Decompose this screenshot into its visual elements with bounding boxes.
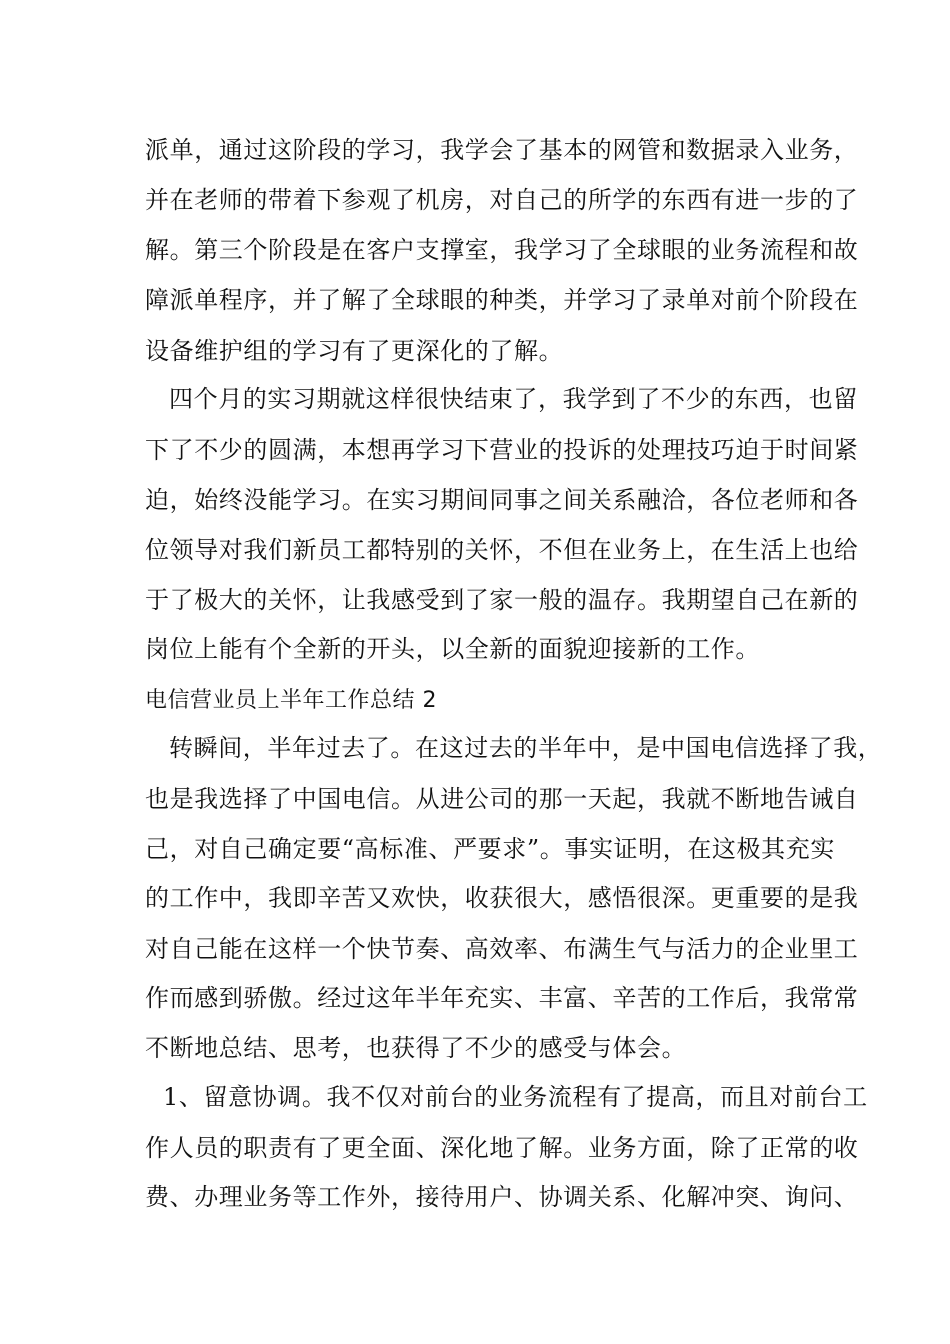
paragraph-3-line-5: 对自己能在这样一个快节奏、高效率、布满生气与活力的企业里工 (145, 935, 859, 963)
paragraph-3-line-2: 也是我选择了中国电信。从进公司的那一天起，我就不断地告诫自 (145, 785, 859, 813)
paragraph-2-line-1: 四个月的实习期就这样很快结束了，我学到了不少的东西，也留 (169, 385, 858, 413)
paragraph-2-line-2: 下了不少的圆满，本想再学习下营业的投诉的处理技巧迫于时间紧 (145, 436, 859, 464)
section-heading: 电信营业员上半年工作总结 2 (145, 688, 437, 713)
paragraph-1-line-2: 并在老师的带着下参观了机房，对自己的所学的东西有进一步的了 (145, 186, 859, 214)
paragraph-4-line-2: 作人员的职责有了更全面、深化地了解。业务方面，除了正常的收 (145, 1134, 859, 1162)
paragraph-2-line-5: 于了极大的关怀，让我感受到了家一般的温存。我期望自己在新的 (145, 586, 859, 614)
paragraph-3-line-1: 转瞬间，半年过去了。在这过去的半年中，是中国电信选择了我， (169, 734, 883, 762)
paragraph-1-line-5: 设备维护组的学习有了更深化的了解。 (145, 337, 564, 365)
paragraph-2-line-6: 岗位上能有个全新的开头，以全新的面貌迎接新的工作。 (145, 635, 760, 663)
paragraph-1-line-1: 派单，通过这阶段的学习，我学会了基本的网管和数据录入业务， (145, 136, 859, 164)
paragraph-1-line-3: 解。第三个阶段是在客户支撑室，我学习了全球眼的业务流程和故 (145, 236, 859, 264)
paragraph-3-line-6: 作而感到骄傲。经过这年半年充实、丰富、辛苦的工作后，我常常 (145, 984, 859, 1012)
paragraph-4-line-1: 1、留意协调。我不仅对前台的业务流程有了提高，而且对前台工 (163, 1083, 868, 1111)
paragraph-2-line-3: 迫，始终没能学习。在实习期间同事之间关系融洽，各位老师和各 (145, 486, 859, 514)
paragraph-3-line-7: 不断地总结、思考，也获得了不少的感受与体会。 (145, 1034, 687, 1062)
paragraph-1-line-4: 障派单程序，并了解了全球眼的种类，并学习了录单对前个阶段在 (145, 286, 859, 314)
paragraph-3-line-4: 的工作中，我即辛苦又欢快，收获很大，感悟很深。更重要的是我 (145, 884, 859, 912)
paragraph-4-line-3: 费、办理业务等工作外，接待用户、协调关系、化解冲突、询问、 (145, 1183, 859, 1211)
paragraph-2-line-4: 位领导对我们新员工都特别的关怀，不但在业务上，在生活上也给 (145, 536, 859, 564)
paragraph-3-line-3: 己，对自己确定要“高标准、严要求”。事实证明，在这极其充实 (145, 835, 835, 863)
